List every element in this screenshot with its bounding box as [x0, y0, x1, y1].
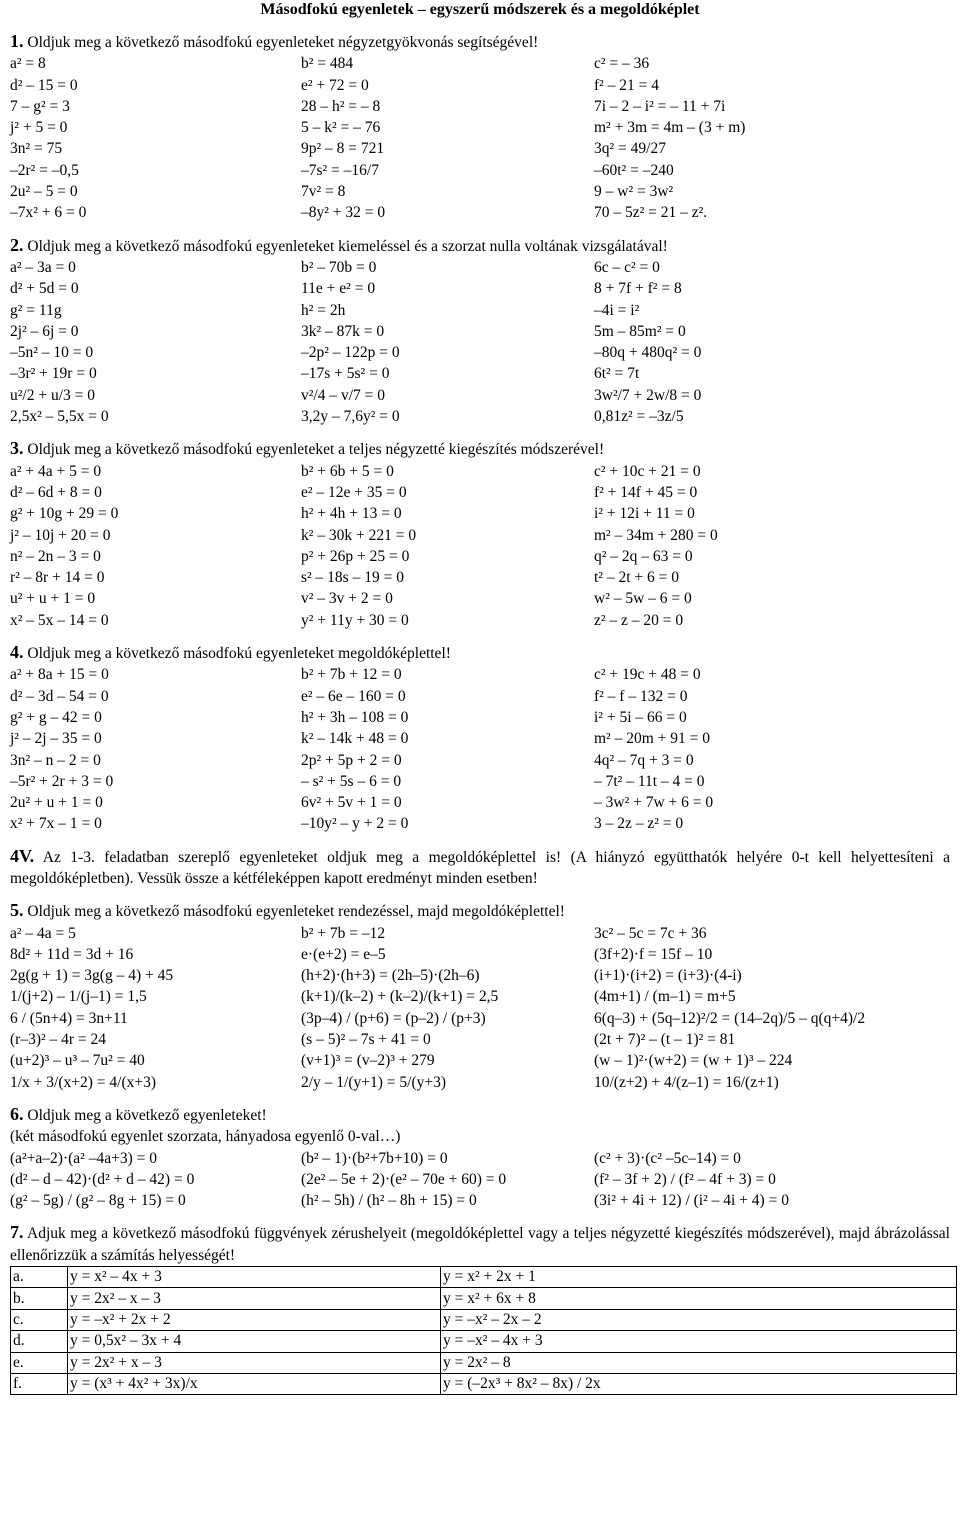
exercise-heading: [10, 438, 950, 460]
equation: 7i – 2 – i² = – 11 + 7i: [594, 97, 726, 115]
equation: 6 / (5n+4) = 3n+11: [10, 1009, 128, 1027]
equation: 3n² = 75: [10, 140, 63, 158]
equation: f² – 21 = 4: [594, 76, 660, 94]
equation-row: [10, 1008, 950, 1029]
equation: b² + 6b + 5 = 0: [301, 462, 394, 480]
equation: –5r² + 2r + 3 = 0: [10, 772, 114, 790]
equation-row: [10, 525, 950, 546]
equation: – s² + 5s – 6 = 0: [301, 772, 402, 790]
equation: 5m – 85m² = 0: [594, 322, 686, 340]
equation: p² + 26p + 25 = 0: [301, 547, 410, 565]
equation: 6(q–3) + (5q–12)²/2 = (14–2q)/5 – q(q+4)/2: [594, 1009, 866, 1027]
equation: (a²+a–2)·(a² –4a+3) = 0: [10, 1149, 157, 1167]
equation: –7x² + 6 = 0: [10, 204, 87, 222]
equation-row: [10, 406, 950, 427]
equation: –7s² = –16/7: [301, 161, 379, 179]
exercise-section: [10, 642, 950, 835]
equation: 1/(j+2) – 1/(j–1) = 1,5: [10, 988, 147, 1006]
equation: 11e + e² = 0: [301, 280, 376, 298]
equation: (h² – 5h) / (h² – 8h + 15) = 0: [301, 1192, 477, 1210]
equation: –2r² = –0,5: [10, 161, 79, 179]
equation: c² + 10c + 21 = 0: [594, 462, 701, 480]
equation: u²/2 + u/3 = 0: [10, 386, 95, 404]
equation: – 3w² + 7w + 6 = 0: [594, 794, 714, 812]
equation: y² + 11y + 30 = 0: [301, 611, 409, 629]
equation: (u+2)³ – u³ – 7u² = 40: [10, 1052, 145, 1070]
equation-row: [10, 363, 950, 384]
exercise-number: 3.: [10, 438, 24, 459]
equation-row: [10, 1190, 950, 1211]
function-row: [11, 1373, 957, 1394]
exercise-list: [10, 31, 950, 1395]
equation: (i+1)·(i+2) = (i+3)·(4-i): [594, 967, 742, 985]
exercise-section: [10, 1222, 950, 1395]
function-row: [11, 1288, 957, 1309]
equation-row: [10, 567, 950, 588]
equation: j² – 2j – 35 = 0: [10, 730, 102, 748]
equation: b² + 7b = –12: [301, 924, 386, 942]
exercise-instruction: Oldjuk meg a következő másodfokú egyenleteket négyzetgyökvonás segítségével!: [23, 34, 539, 51]
equation: m² – 20m + 91 = 0: [594, 730, 710, 748]
equation: (v+1)³ = (v–2)³ + 279: [301, 1052, 435, 1070]
equation: b² = 484: [301, 55, 354, 73]
equation: e·(e+2) = e–5: [301, 945, 386, 963]
equation: f² – f – 132 = 0: [594, 687, 688, 705]
equation: 3 – 2z – z² = 0: [594, 815, 684, 833]
equation-row: [10, 138, 950, 159]
equation: 3c² – 5c = 7c + 36: [594, 924, 707, 942]
equation-row: [10, 503, 950, 524]
equation: 1/x + 3/(x+2) = 4/(x+3): [10, 1073, 157, 1091]
exercise-subtext: (két másodfokú egyenlet szorzata, hányadosa egyenlő 0-val…): [10, 1128, 401, 1146]
function-row: [11, 1331, 957, 1352]
exercise-heading: [10, 31, 950, 53]
equation: 3n² – n – 2 = 0: [10, 751, 101, 769]
exercise-section: [10, 846, 950, 890]
row-label: d.: [11, 1331, 68, 1352]
function-table: [10, 1266, 957, 1395]
equation: –17s + 5s² = 0: [301, 365, 390, 383]
equation: q² – 2q – 63 = 0: [594, 547, 693, 565]
equation: 2p² + 5p + 2 = 0: [301, 751, 402, 769]
equation-row: [10, 771, 950, 792]
equation: j² + 5 = 0: [10, 119, 68, 137]
function-expression: y = (–2x³ + 8x² – 8x) / 2x: [441, 1373, 957, 1394]
row-label: e.: [11, 1352, 68, 1373]
equation: 2u² + u + 1 = 0: [10, 794, 103, 812]
equation: 6c – c² = 0: [594, 258, 660, 276]
equation: n² – 2n – 3 = 0: [10, 547, 101, 565]
equation: 0,81z² = –3z/5: [594, 408, 684, 426]
equation: –80q + 480q² = 0: [594, 344, 702, 362]
equation-row: [10, 181, 950, 202]
equation: z² – z – 20 = 0: [594, 611, 684, 629]
equation: (r–3)² – 4r = 24: [10, 1031, 107, 1049]
exercise-instruction: Adjuk meg a következő másodfokú függvények zérushelyeit (megoldóképlettel vagy a teljes négyzetté kiegészítés módszerével), majd ábrázolással ellenőrizzük a számítás helyességét!: [10, 1225, 950, 1264]
equation: (b² – 1)·(b²+7b+10) = 0: [301, 1149, 448, 1167]
equation: 7v² = 8: [301, 183, 346, 201]
function-expression: y = –x² – 4x + 3: [441, 1331, 957, 1352]
equation: (4m+1) / (m–1) = m+5: [594, 988, 736, 1006]
equation: 9p² – 8 = 721: [301, 140, 385, 158]
exercise-heading: [10, 1104, 950, 1126]
equation: c² = – 36: [594, 55, 650, 73]
equation: (3p–4) / (p+6) = (p–2) / (p+3): [301, 1009, 486, 1027]
equation-row: [10, 610, 950, 631]
equation: v² – 3v + 2 = 0: [301, 590, 393, 608]
equation: a² + 8a + 15 = 0: [10, 666, 109, 684]
equation: –4i = i²: [594, 301, 640, 319]
equation: 2,5x² – 5,5x = 0: [10, 408, 109, 426]
equation: (2t + 7)² – (t – 1)² = 81: [594, 1031, 736, 1049]
equation: a² – 3a = 0: [10, 258, 76, 276]
equation-row: [10, 813, 950, 834]
equation: h² + 3h – 108 = 0: [301, 708, 409, 726]
function-row: [11, 1352, 957, 1373]
equation-row: [10, 160, 950, 181]
equation: a² + 4a + 5 = 0: [10, 462, 102, 480]
equation: x² – 5x – 14 = 0: [10, 611, 109, 629]
equation: i² + 5i – 66 = 0: [594, 708, 687, 726]
equation: d² – 15 = 0: [10, 76, 78, 94]
row-label: a.: [11, 1267, 68, 1288]
function-expression: y = –x² – 2x – 2: [441, 1309, 957, 1330]
exercise-section: [10, 235, 950, 428]
equation-row: [10, 278, 950, 299]
equation-row: [10, 1072, 950, 1093]
equation-row: [10, 1050, 950, 1071]
exercise-instruction: Oldjuk meg a következő másodfokú egyenleteket rendezéssel, majd megoldóképlettel!: [23, 903, 565, 921]
equation: 6v² + 5v + 1 = 0: [301, 794, 402, 812]
equation: h² = 2h: [301, 301, 346, 319]
equation: 3q² = 49/27: [594, 140, 666, 158]
equation: 2j² – 6j = 0: [10, 322, 79, 340]
function-expression: y = (x³ + 4x² + 3x)/x: [68, 1373, 441, 1394]
equation: (k+1)/(k–2) + (k–2)/(k+1) = 2,5: [301, 988, 499, 1006]
equation-row: [10, 588, 950, 609]
equation-row: [10, 792, 950, 813]
equation: 8 + 7f + f² = 8: [594, 280, 682, 298]
equation: g² + 10g + 29 = 0: [10, 505, 119, 523]
equation-row: [10, 1029, 950, 1050]
equation: a² = 8: [10, 55, 46, 73]
equation: 6t² = 7t: [594, 365, 640, 383]
equation: 9 – w² = 3w²: [594, 183, 674, 201]
equation-row: [10, 96, 950, 117]
equation: (2e² – 5e + 2)·(e² – 70e + 60) = 0: [301, 1170, 507, 1188]
equation: u² + u + 1 = 0: [10, 590, 96, 608]
equation: s² – 18s – 19 = 0: [301, 569, 404, 587]
function-expression: y = 2x² – x – 3: [68, 1288, 441, 1309]
equation: (3i² + 4i + 12) / (i² – 4i + 4) = 0: [594, 1192, 789, 1210]
equation-row: [10, 923, 950, 944]
exercise-number: 7.: [10, 1222, 24, 1243]
equation: (c² + 3)·(c² –5c–14) = 0: [594, 1149, 741, 1167]
equation: d² + 5d = 0: [10, 280, 79, 298]
equation: –60t² = –240: [594, 161, 674, 179]
equation: b² – 70b = 0: [301, 258, 377, 276]
equation: a² – 4a = 5: [10, 924, 76, 942]
exercise-number: 5.: [10, 900, 24, 921]
equation: g² = 11g: [10, 301, 62, 319]
exercise-instruction: Oldjuk meg a következő másodfokú egyenleteket a teljes négyzetté kiegészítés módszerével!: [23, 441, 605, 459]
equation: (3f+2)·f = 15f – 10: [594, 945, 713, 963]
row-label: f.: [11, 1373, 68, 1394]
exercise-number: 2.: [10, 234, 24, 255]
equation: 28 – h² = – 8: [301, 97, 381, 115]
equation: – 7t² – 11t – 4 = 0: [594, 772, 705, 790]
equation: w² – 5w – 6 = 0: [594, 590, 692, 608]
equation-row: [10, 1148, 950, 1169]
equation-row: [10, 202, 950, 223]
equation: (s – 5)² – 7s + 41 = 0: [301, 1031, 431, 1049]
exercise-instruction: Oldjuk meg a következő másodfokú egyenleteket megoldóképlettel!: [23, 645, 451, 663]
page-title: Másodfokú egyenletek – egyszerű módszerek és a megoldóképlet: [260, 1, 700, 18]
equation: c² + 19c + 48 = 0: [594, 666, 701, 684]
equation-row: [10, 686, 950, 707]
equation: r² – 8r + 14 = 0: [10, 569, 105, 587]
row-label: b.: [11, 1288, 68, 1309]
equation: 7 – g² = 3: [10, 97, 70, 115]
exercise-number: 6.: [10, 1103, 24, 1124]
equation: –8y² + 32 = 0: [301, 204, 386, 222]
equation: m² + 3m = 4m – (3 + m): [594, 119, 746, 137]
equation: d² – 6d + 8 = 0: [10, 483, 102, 501]
equation: m² – 34m + 280 = 0: [594, 526, 718, 544]
function-expression: y = –x² + 2x + 2: [68, 1309, 441, 1330]
equation: 5 – k² = – 76: [301, 119, 381, 137]
equation-row: [10, 300, 950, 321]
equation: 3,2y – 7,6y² = 0: [301, 408, 400, 426]
exercise-section: [10, 438, 950, 631]
equation: k² – 14k + 48 = 0: [301, 730, 409, 748]
exercise-heading: [10, 642, 950, 664]
equation-row: [10, 728, 950, 749]
equation: 3w²/7 + 2w/8 = 0: [594, 386, 702, 404]
function-expression: y = 2x² + x – 3: [68, 1352, 441, 1373]
equation: x² + 7x – 1 = 0: [10, 815, 102, 833]
equation: 2g(g + 1) = 3g(g – 4) + 45: [10, 967, 174, 985]
equation-row: [10, 1169, 950, 1190]
row-label: c.: [11, 1309, 68, 1330]
equation: 70 – 5z² = 21 – z².: [594, 204, 708, 222]
equation-row: [10, 257, 950, 278]
equation: –2p² – 122p = 0: [301, 344, 400, 362]
equation: 10/(z+2) + 4/(z–1) = 16/(z+1): [594, 1073, 779, 1091]
equation: h² + 4h + 13 = 0: [301, 505, 402, 523]
exercise-heading: [10, 900, 950, 922]
exercise-instruction: Oldjuk meg a következő másodfokú egyenleteket kiemeléssel és a szorzat nulla voltának vizsgálatával!: [23, 237, 668, 255]
equation-row: [10, 482, 950, 503]
equation-row: [10, 385, 950, 406]
function-row: [11, 1309, 957, 1330]
equation: –5n² – 10 = 0: [10, 344, 94, 362]
exercise-number: 4V.: [10, 845, 35, 866]
equation: g² + g – 42 = 0: [10, 708, 102, 726]
function-expression: y = 0,5x² – 3x + 4: [68, 1331, 441, 1352]
equation-row: [10, 342, 950, 363]
equation: (f² – 3f + 2) / (f² – 4f + 3) = 0: [594, 1170, 776, 1188]
equation: (d² – d – 42)·(d² + d – 42) = 0: [10, 1170, 195, 1188]
equation: 2u² – 5 = 0: [10, 183, 78, 201]
equation-row: [10, 53, 950, 74]
equation: b² + 7b + 12 = 0: [301, 666, 402, 684]
exercise-heading: [10, 235, 950, 257]
equation: v²/4 – v/7 = 0: [301, 386, 386, 404]
equation: e² – 12e + 35 = 0: [301, 483, 407, 501]
equation: –10y² – y + 2 = 0: [301, 815, 409, 833]
equation-row: [10, 750, 950, 771]
exercise-instruction: Az 1-3. feladatban szereplő egyenleteket oldjuk meg a megoldóképlettel is! (A hiányzó együtthatók helyére 0-t kell helyettesíteni a megoldóképletben). Vessük össze a kétféleképpen kapott eredményt minden esetben!: [10, 848, 950, 887]
function-expression: y = 2x² – 8: [441, 1352, 957, 1373]
equation-row: [10, 664, 950, 685]
equation: 3k² – 87k = 0: [301, 322, 385, 340]
exercise-number: 1.: [10, 31, 24, 51]
equation-row: [10, 461, 950, 482]
equation-row: [10, 965, 950, 986]
equation: d² – 3d – 54 = 0: [10, 687, 109, 705]
function-expression: y = x² – 4x + 3: [68, 1267, 441, 1288]
exercise-section: [10, 900, 950, 1093]
equation: k² – 30k + 221 = 0: [301, 526, 417, 544]
equation: j² – 10j + 20 = 0: [10, 526, 111, 544]
exercise-instruction: Oldjuk meg a következő egyenleteket!: [23, 1106, 267, 1124]
equation: (g² – 5g) / (g² – 8g + 15) = 0: [10, 1192, 186, 1210]
equation: –3r² + 19r = 0: [10, 365, 97, 383]
equation-row: [10, 944, 950, 965]
equation: 8d² + 11d = 3d + 16: [10, 945, 134, 963]
equation-row: [10, 707, 950, 728]
function-expression: y = x² + 6x + 8: [441, 1288, 957, 1309]
equation-row: [10, 986, 950, 1007]
exercise-heading: [10, 1222, 950, 1266]
equation: e² + 72 = 0: [301, 76, 369, 94]
exercise-section: [10, 1104, 950, 1211]
equation: (h+2)·(h+3) = (2h–5)·(2h–6): [301, 967, 480, 985]
equation: i² + 12i + 11 = 0: [594, 505, 695, 523]
exercise-number: 4.: [10, 642, 24, 663]
equation-row: [10, 321, 950, 342]
equation: f² + 14f + 45 = 0: [594, 483, 698, 501]
equation-row: [10, 75, 950, 96]
function-row: [11, 1267, 957, 1288]
equation: 2/y – 1/(y+1) = 5/(y+3): [301, 1073, 447, 1091]
function-expression: y = x² + 2x + 1: [441, 1267, 957, 1288]
exercise-section: [10, 31, 950, 224]
equation: (w – 1)²·(w+2) = (w + 1)³ – 224: [594, 1052, 793, 1070]
equation: 4q² – 7q + 3 = 0: [594, 751, 694, 769]
equation-row: [10, 117, 950, 138]
exercise-heading: [10, 846, 950, 890]
equation-row: [10, 546, 950, 567]
equation: t² – 2t + 6 = 0: [594, 569, 679, 587]
equation: e² – 6e – 160 = 0: [301, 687, 406, 705]
